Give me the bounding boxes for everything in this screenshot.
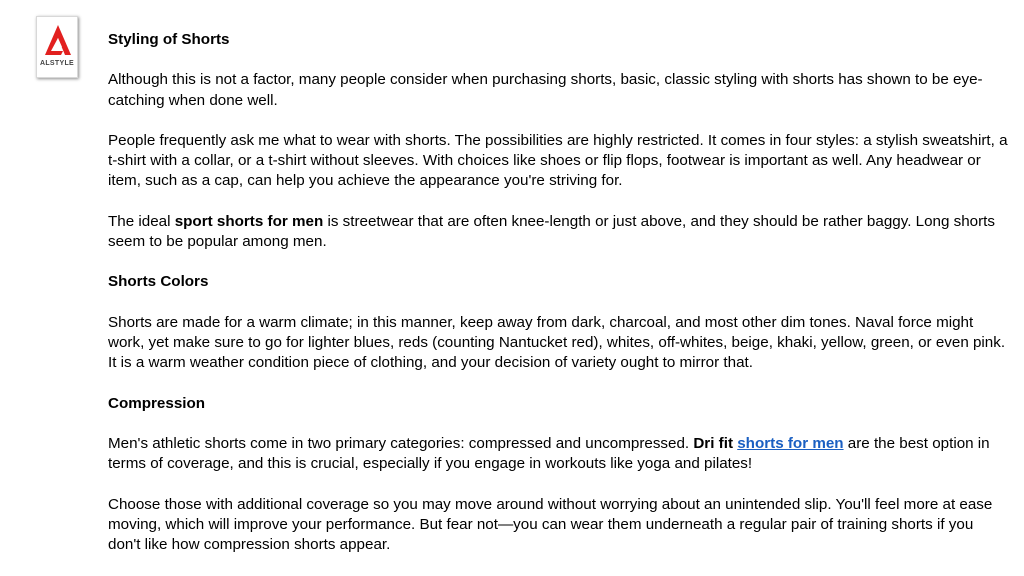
p5-bold-dri-fit: Dri fit	[693, 434, 733, 452]
paragraph-intro: Although this is not a factor, many people consider when purchasing shorts, basic, classic styling with shorts has shown to be eye-catching when done well.	[108, 71, 983, 109]
paragraph-ideal-shorts	[108, 212, 1008, 252]
heading-compression: Compression	[108, 394, 206, 412]
shorts-for-men-link[interactable]: shorts for men	[737, 434, 844, 452]
p5-text-before: Men's athletic shorts come in two primary categories: compressed and uncompressed.	[108, 434, 694, 452]
heading-shorts-colors: Shorts Colors	[108, 273, 209, 291]
article-body	[108, 30, 1008, 575]
alstyle-logo	[36, 16, 78, 78]
logo-text: ALSTYLE	[40, 60, 74, 67]
paragraph-colors: Shorts are made for a warm climate; in this manner, keep away from dark, charcoal, and most other dim tones. Naval force might work, yet make sure to go for lighter blues, reds (counting Nantucket red), whites, off-whites, beige, khaki, yellow, green, or even pink. It is a warm weather condition piece of clothing, and your decision of variety ought to mirror that.	[108, 313, 1006, 372]
p3-bold-keyword: sport shorts for men	[174, 212, 324, 230]
paragraph-compression	[108, 434, 1008, 474]
paragraph-what-to-wear: People frequently ask me what to wear with shorts. The possibilities are highly restricted. It comes in four styles: a stylish sweatshirt, a t-shirt with a collar, or a t-shirt without sleeves. With choices like shoes or flip flops, footwear is important as well. Any headwear or item, such as a cap, can help you achieve the appearance you're striving for.	[108, 131, 1008, 190]
p3-text-before: The ideal	[108, 212, 175, 230]
paragraph-coverage: Choose those with additional coverage so you may move around without worrying about an unintended slip. You'll feel more at ease moving, which will improve your performance. But fear not—you can wear them underneath a regular pair of training shorts if you don't like how compression shorts appear.	[108, 495, 993, 553]
p5-text-after: are the best option in terms of coverage, and this is crucial, especially if you engage in workouts like yoga and pilates!	[108, 434, 990, 473]
p3-text-after: is streetwear that are often knee-length or just above, and they should be rather baggy. Long shorts seem to be popular among men.	[108, 212, 995, 250]
heading-styling-of-shorts: Styling of Shorts	[108, 31, 230, 48]
alstyle-a-mark-icon	[43, 23, 73, 57]
